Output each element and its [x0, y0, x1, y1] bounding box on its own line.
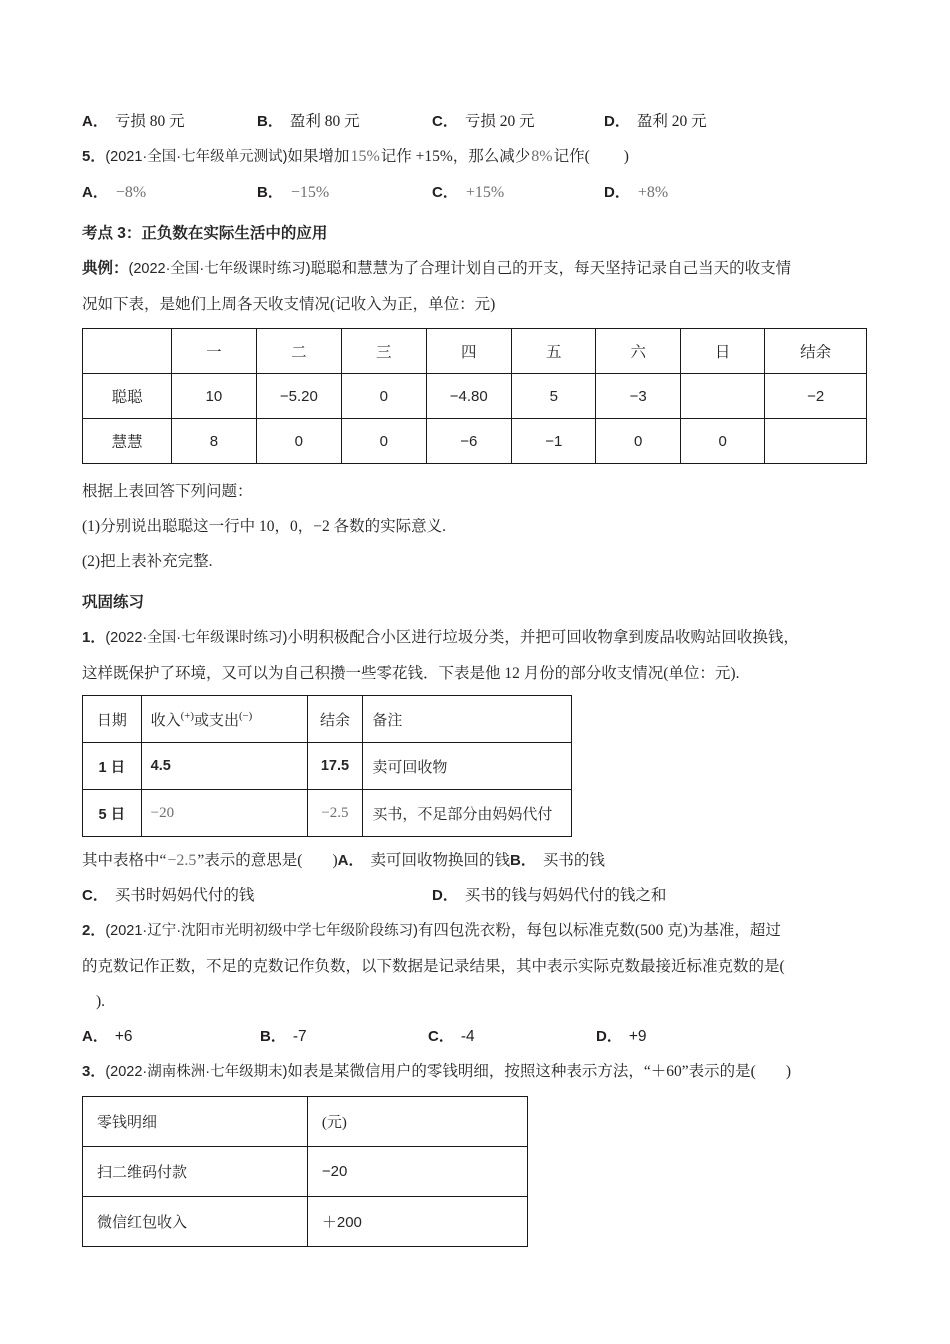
wechat-row2-label: 扫二维码付款: [83, 1147, 308, 1197]
weekly-row1-mon: 10: [172, 374, 256, 419]
weekly-header-sun: 日: [680, 329, 764, 374]
weekly-row2-wed: 0: [342, 419, 426, 464]
table-row: [83, 374, 867, 419]
section-heading-practice: 巩固练习: [82, 594, 145, 611]
q4-option-b-text: 盈利 80 元: [289, 113, 360, 130]
table-row: [83, 1097, 528, 1147]
weekly-row2-sat: 0: [596, 419, 680, 464]
q5-option-c: [432, 175, 604, 210]
p1-source: (2022·全国·七年级课时练习): [105, 630, 288, 646]
p2-option-a-text: +6: [114, 1028, 133, 1045]
table-row: [83, 1147, 528, 1197]
q5-option-a: [82, 175, 257, 210]
q4-option-b-label: B．: [257, 113, 283, 130]
december-table-header-row: [83, 696, 572, 743]
example-text-1: 聪聪和慧慧为了合理计划自己的开支，每天坚持记录自己当天的收支情: [310, 260, 792, 277]
q5-stem: [82, 139, 868, 175]
wechat-row1-value: (元): [307, 1097, 527, 1147]
weekly-header-sat: 六: [596, 329, 680, 374]
p1-option-c-label: C．: [82, 887, 108, 904]
q5-option-a-label: A．: [82, 184, 108, 201]
weekly-followup-prompt: 根据上表回答下列问题：: [82, 483, 253, 500]
p2-option-b-text: -7: [292, 1028, 307, 1045]
p1-text-1: 小明积极配合小区进行垃圾分类，并把可回收物拿到废品收购站回收换钱，: [287, 629, 799, 646]
december-header-amount-mid: 或支出: [193, 712, 239, 729]
december-row2-date: 5 日: [83, 790, 142, 837]
p1-option-d-label: D．: [432, 887, 458, 904]
p1-options-row-2: [82, 878, 868, 913]
weekly-row1-balance: −2: [765, 374, 867, 419]
p2-source: (2021·辽宁·沈阳市光明初级中学七年级阶段练习): [105, 923, 418, 939]
p1-option-a-label: A．: [337, 852, 364, 869]
weekly-header-mon: 一: [172, 329, 256, 374]
p2-number: 2．: [82, 922, 106, 939]
p1-option-d-text: 买书的钱与妈妈代付的钱之和: [464, 887, 667, 904]
document-content: [82, 104, 868, 1247]
weekly-row2-sun: 0: [680, 419, 764, 464]
weekly-row2-balance: [765, 419, 867, 464]
december-header-balance: 结余: [307, 696, 363, 743]
weekly-row2-name: 慧慧: [83, 419, 172, 464]
wechat-row3-value: ＋200: [307, 1197, 527, 1247]
wechat-row1-label: 零钱明细: [83, 1097, 308, 1147]
p2-option-b: [260, 1019, 428, 1054]
table-row: [83, 790, 572, 837]
q5-option-d-text: +8%: [637, 184, 669, 201]
p3-source: (2022·湖南株洲·七年级期末): [105, 1064, 288, 1080]
december-header-remark: 备注: [363, 696, 572, 743]
p1-option-b-label: B．: [510, 852, 536, 869]
q5-number: 5．: [82, 148, 106, 165]
section-heading-kaodian3: 考点 3：正负数在实际生活中的应用: [82, 225, 328, 242]
p2-option-d-text: +9: [628, 1028, 647, 1045]
p2-line-2: 的克数记作正数，不足的克数记作负数，以下数据是记录结果，其中表示实际克数最接近标准克数的是(: [82, 958, 785, 975]
q4-option-d-label: D．: [604, 113, 630, 130]
december-row2-balance: −2.5: [307, 790, 363, 837]
weekly-row1-thu: −4.80: [426, 374, 512, 419]
p1-option-c-text: 买书时妈妈代付的钱: [114, 887, 255, 904]
weekly-row2-mon: 8: [172, 419, 256, 464]
weekly-header-tue: 二: [256, 329, 342, 374]
example-line-1: [82, 251, 868, 287]
q5-option-b: [257, 175, 432, 210]
table-row: [83, 419, 867, 464]
p1-option-a-text: 卖可回收物换回的钱: [370, 852, 510, 869]
q5-math-2: 8%: [531, 148, 553, 165]
weekly-header-thu: 四: [426, 329, 512, 374]
p1-question-gap: ): [332, 852, 338, 869]
q5-text-1: 如果增加: [287, 148, 350, 165]
q5-option-d: [604, 175, 669, 210]
p1-line-2: 这样既保护了环境，又可以为自己积攒一些零花钱．下表是他 12 月份的部分收支情况(单位：元).: [82, 665, 740, 682]
weekly-row1-sun: [680, 374, 764, 419]
weekly-row2-thu: −6: [426, 419, 512, 464]
q4-option-c-label: C．: [432, 113, 458, 130]
p2-option-b-label: B．: [260, 1028, 286, 1045]
q4-option-a-label: A．: [82, 113, 108, 130]
p1-question-math: −2.5: [167, 852, 197, 869]
p1-number: 1．: [82, 629, 106, 646]
weekly-header-blank: [83, 329, 172, 374]
table-row: [83, 1197, 528, 1247]
december-row1-date: 1 日: [83, 743, 142, 790]
p1-option-d: [432, 878, 666, 913]
weekly-table-header-row: [83, 329, 867, 374]
december-header-amount-main: 收入: [150, 712, 181, 729]
table-row: [83, 743, 572, 790]
q5-text-4: ): [623, 148, 629, 165]
weekly-followup-q2: (2)把上表补充完整.: [82, 553, 213, 570]
q5-option-b-label: B．: [257, 184, 283, 201]
weekly-row1-fri: 5: [512, 374, 596, 419]
p2-options-row: [82, 1019, 868, 1054]
p3-text-1-end: ): [785, 1063, 792, 1080]
weekly-followup-q1: (1)分别说出聪聪这一行中 10，0，−2 各数的实际意义.: [82, 518, 446, 535]
p2-line-3: ).: [96, 993, 106, 1010]
december-ledger-table: [82, 695, 572, 837]
december-header-date: 日期: [83, 696, 142, 743]
weekly-row1-tue: −5.20: [256, 374, 342, 419]
q4-option-b: [257, 104, 432, 139]
p1-line-1: [82, 620, 868, 656]
p1-option-b-text: 买书的钱: [542, 852, 605, 869]
weekly-row1-wed: 0: [342, 374, 426, 419]
p3-number: 3．: [82, 1063, 106, 1080]
p1-question-line: [82, 843, 868, 878]
december-row1-balance: 17.5: [307, 743, 363, 790]
p2-option-c-text: -4: [460, 1028, 475, 1045]
q4-option-c: [432, 104, 604, 139]
p1-question-pre: 其中表格中“: [82, 852, 167, 869]
wechat-row3-label: 微信红包收入: [83, 1197, 308, 1247]
p2-option-c-label: C．: [428, 1028, 454, 1045]
weekly-header-wed: 三: [342, 329, 426, 374]
p1-question-post: ”表示的意思是(: [197, 852, 303, 869]
december-row2-remark: 买书，不足部分由妈妈代付: [363, 790, 572, 837]
p2-option-d-label: D．: [596, 1028, 622, 1045]
p3-text-1: 如表是某微信用户的零钱明细，按照这种表示方法，“＋60”表示的是(: [287, 1063, 756, 1080]
wechat-row2-value: −20: [307, 1147, 527, 1197]
weekly-row1-sat: −3: [596, 374, 680, 419]
q5-options-row: [82, 175, 868, 210]
q4-option-a-text: 亏损 80 元: [114, 113, 185, 130]
p2-option-a-label: A．: [82, 1028, 108, 1045]
p2-option-a: [82, 1019, 260, 1054]
december-row1-remark: 卖可回收物: [363, 743, 572, 790]
december-row1-amount: 4.5: [141, 743, 307, 790]
example-source: (2022·全国·七年级课时练习): [128, 261, 311, 277]
q4-options-row: [82, 104, 868, 139]
q5-option-d-label: D．: [604, 184, 630, 201]
q4-option-d-text: 盈利 20 元: [636, 113, 707, 130]
p2-option-c: [428, 1019, 596, 1054]
q5-option-a-text: −8%: [115, 184, 147, 201]
december-header-amount-sup-minus: (−): [238, 709, 253, 722]
weekly-header-balance: 结余: [765, 329, 867, 374]
example-line-2: 况如下表，是她们上周各天收支情况(记收入为正，单位：元): [82, 296, 496, 313]
p2-line-1: [82, 913, 868, 949]
p2-option-d: [596, 1019, 647, 1054]
q5-source: (2021·全国·七年级单元测试): [105, 149, 288, 165]
q5-math-1: 15%: [350, 148, 380, 165]
p2-text-1: 有四包洗衣粉，每包以标准克数(500 克)为基准，超过: [417, 922, 781, 939]
wechat-change-table: [82, 1096, 528, 1247]
weekly-income-table: [82, 328, 867, 464]
weekly-row1-name: 聪聪: [83, 374, 172, 419]
example-label: 典例：: [82, 260, 129, 277]
q5-text-3: 记作(: [553, 148, 590, 165]
december-row2-amount: −20: [141, 790, 307, 837]
p1-option-c: [82, 878, 432, 913]
q4-option-c-text: 亏损 20 元: [464, 113, 535, 130]
q5-option-b-text: −15%: [290, 184, 330, 201]
december-header-amount: [141, 696, 307, 743]
q5-option-c-text: +15%: [465, 184, 505, 201]
q4-option-a: [82, 104, 257, 139]
q5-option-c-label: C．: [432, 184, 458, 201]
december-header-amount-sup-plus: (+): [180, 709, 194, 722]
weekly-row2-tue: 0: [256, 419, 342, 464]
weekly-row2-fri: −1: [512, 419, 596, 464]
weekly-header-fri: 五: [512, 329, 596, 374]
q5-text-2: 记作 +15%，那么减少: [380, 148, 531, 165]
p3-line-1: [82, 1054, 868, 1090]
q4-option-d: [604, 104, 707, 139]
